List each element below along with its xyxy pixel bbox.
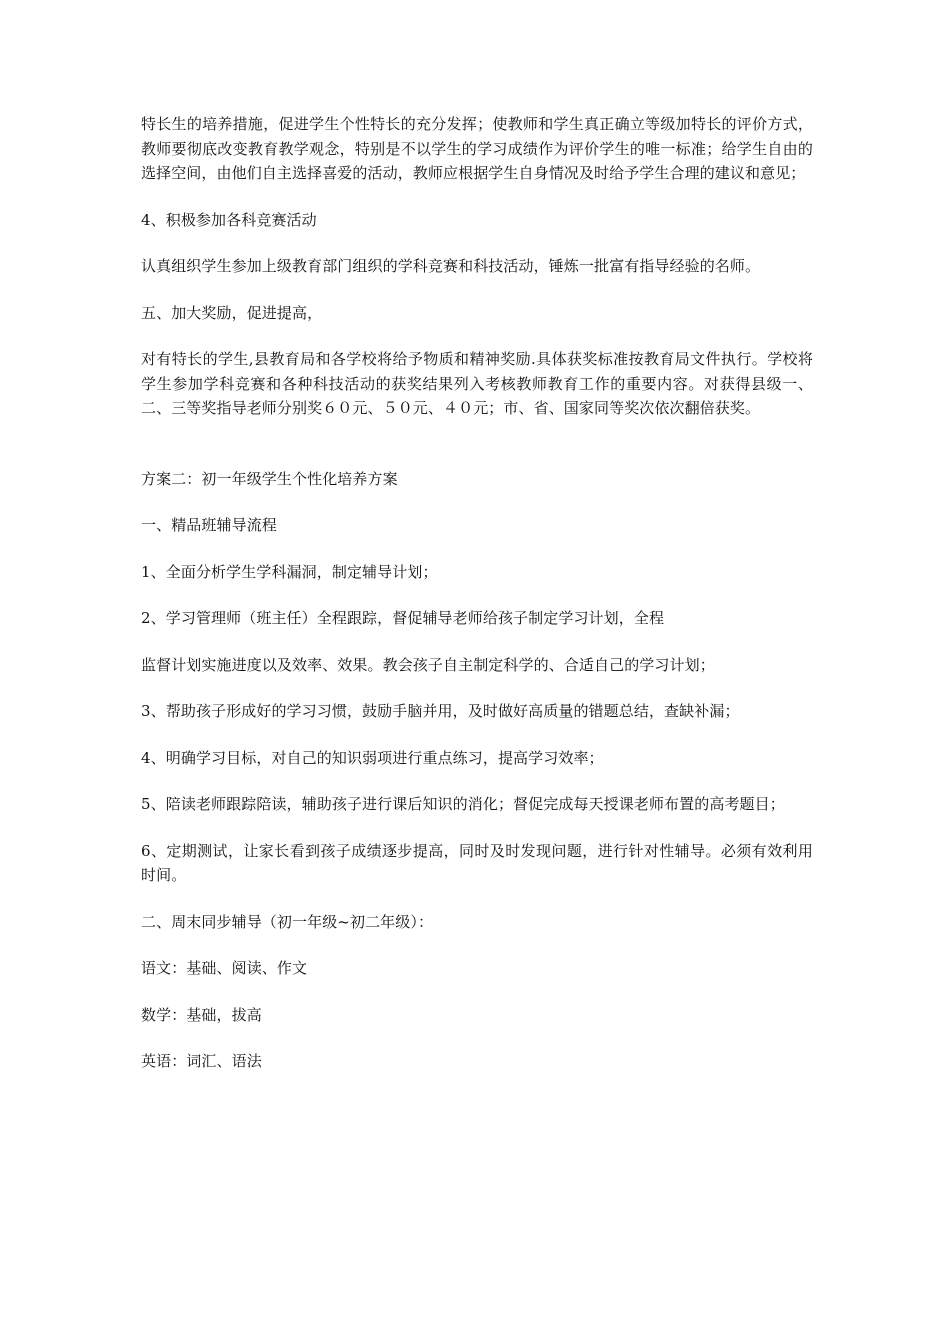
list-item-3: 3、帮助孩子形成好的学习习惯，鼓励手脑并用，及时做好高质量的错题总结，查缺补漏； <box>141 702 740 720</box>
list-item-6: 6、定期测试，让家长看到孩子成绩逐步提高，同时及时发现问题，进行针对性辅导。必须有效利用时间。 <box>141 841 813 884</box>
list-item-2: 2、学习管理师（班主任）全程跟踪，督促辅导老师给孩子制定学习计划，全程 <box>141 609 665 627</box>
document-page <box>141 112 813 1074</box>
heading-rewards: 五、加大奖励，促进提高， <box>141 303 323 322</box>
subject-english: 英语：词汇、语法 <box>141 1052 262 1070</box>
heading-plan-two: 方案二：初一年级学生个性化培养方案 <box>141 469 398 488</box>
list-item-4: 4、明确学习目标，对自己的知识弱项进行重点练习，提高学习效率； <box>141 748 604 767</box>
list-item-5: 5、陪读老师跟踪陪读，辅助孩子进行课后知识的消化；督促完成每天授课老师布置的高考题目； <box>141 795 785 813</box>
paragraph-talent-measures: 特长生的培养措施，促进学生个性特长的充分发挥；使教师和学生真正确立等级加特长的评价方式，教师要彻底改变教育教学观念，特别是不以学生的学习成绩作为评价学生的唯一标准；给学生自由的选择空间，由他们自主选择喜爱的活动，教师应根据学生自身情况及时给予学生合理的建议和意见； <box>141 115 813 182</box>
heading-competitions: 4、积极参加各科竞赛活动 <box>141 210 317 229</box>
paragraph-rewards: 对有特长的学生,县教育局和各学校将给予物质和精神奖励.具体获奖标准按教育局文件执行。学校将学生参加学科竞赛和各种科技活动的获奖结果列入考核教师教育工作的重要内容。对获得县级一、二、三等奖指导老师分别奖６０元、５０元、４０元；市、省、国家同等奖次依次翻倍获奖。 <box>141 350 813 417</box>
heading-tutoring-process: 一、精品班辅导流程 <box>141 516 277 534</box>
paragraph-competitions: 认真组织学生参加上级教育部门组织的学科竞赛和科技活动，锤炼一批富有指导经验的名师。 <box>141 257 761 275</box>
subject-chinese: 语文：基础、阅读、作文 <box>141 959 308 977</box>
subject-math: 数学：基础，拔高 <box>141 1005 262 1024</box>
list-item-2-continued: 监督计划实施进度以及效率、效果。教会孩子自主制定科学的、合适自己的学习计划； <box>141 655 715 674</box>
heading-weekend-tutoring: 二、周末同步辅导（初一年级~初二年级）： <box>141 912 434 931</box>
list-item-1: 1、全面分析学生学科漏洞，制定辅导计划； <box>141 562 438 581</box>
